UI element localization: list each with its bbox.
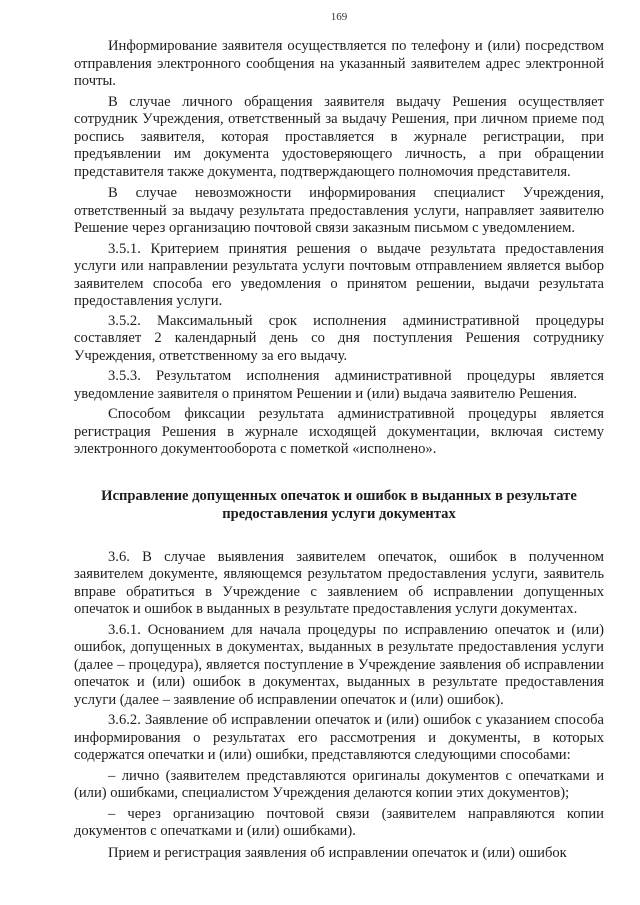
paragraph-3-6-1: 3.6.1. Основанием для начала процедуры по исправлению опечаток и (или) ошибок, допущенных в документах, выданных в результате предоставления услуги (далее – процедура), является поступление в Учреждение заявления об исправлении опечаток и (или) ошибок в документах, выданных в результате предоставления услуги (далее – заявление об исправлении опечаток и (или) ошибок). bbox=[74, 621, 604, 708]
paragraph-informing: Информирование заявителя осуществляется по телефону и (или) посредством отправления электронного сообщения на указанный заявителем адрес электронной почты. bbox=[74, 38, 604, 89]
list-item-by-post: – через организацию почтовой связи (заявителем направляются копии документов с опечатками и (или) ошибками). bbox=[74, 805, 604, 839]
paragraph-personal-visit: В случае личного обращения заявителя выдачу Решения осуществляет сотрудник Учреждения, ответственный за выдачу Решения, при личном приеме под роспись заявителя, которая проставляется в журнале регистрации, при предъявлении им документа удостоверяющего личность, а при обращении представителя также документа, подтверждающего полномочия представителя. bbox=[74, 93, 604, 180]
page-number: 169 bbox=[330, 11, 348, 23]
paragraph-fixation: Способом фиксации результата административной процедуры является регистрация Решения в журнале исходящей документации, включая систему электронного документооборота с пометкой «исполнено». bbox=[74, 406, 604, 457]
paragraph-3-5-3: 3.5.3. Результатом исполнения административной процедуры является уведомление заявителя о принятом Решении и (или) выдача заявителю Решения. bbox=[74, 368, 604, 402]
paragraph-impossibility: В случае невозможности информирования специалист Учреждения, ответственный за выдачу результата предоставления услуги, направляет заявителю Решение через организацию почтовой связи заказным письмом с уведомлением. bbox=[74, 185, 604, 236]
paragraph-3-5-2: 3.5.2. Максимальный срок исполнения административной процедуры составляет 2 календарный день со дня поступления Решения сотруднику Учреждения, ответственному за его выдачу. bbox=[74, 312, 604, 364]
section-heading: Исправление допущенных опечаток и ошибок в выданных в результате предоставления услуги документах bbox=[101, 487, 577, 522]
paragraph-3-6: 3.6. В случае выявления заявителем опечаток, ошибок в полученном заявителем документе, являющемся результатом предоставления услуги, заявитель вправе обратиться в Учреждение с заявлением об исправлении допущенных опечаток и ошибок в выданных в результате предоставления услуги документах. bbox=[74, 548, 604, 617]
paragraph-3-5-1: 3.5.1. Критерием принятия решения о выдаче результата предоставления услуги или направлении результата услуги почтовым отправлением является выбор заявителем способа его уведомления о принятом решении, выдачи результата предоставления услуги. bbox=[74, 240, 604, 309]
paragraph-3-6-2: 3.6.2. Заявление об исправлении опечаток и (или) ошибок с указанием способа информирования о результатах его рассмотрения и документы, в которых содержатся опечатки и (или) ошибки, представляются следующими способами: bbox=[74, 712, 604, 763]
paragraph-reception: Прием и регистрация заявления об исправлении опечаток и (или) ошибок bbox=[108, 844, 567, 861]
list-item-in-person: – лично (заявителем представляются оригиналы документов с опечатками и (или) ошибками, специалистом Учреждения делаются копии этих документов); bbox=[74, 767, 604, 801]
